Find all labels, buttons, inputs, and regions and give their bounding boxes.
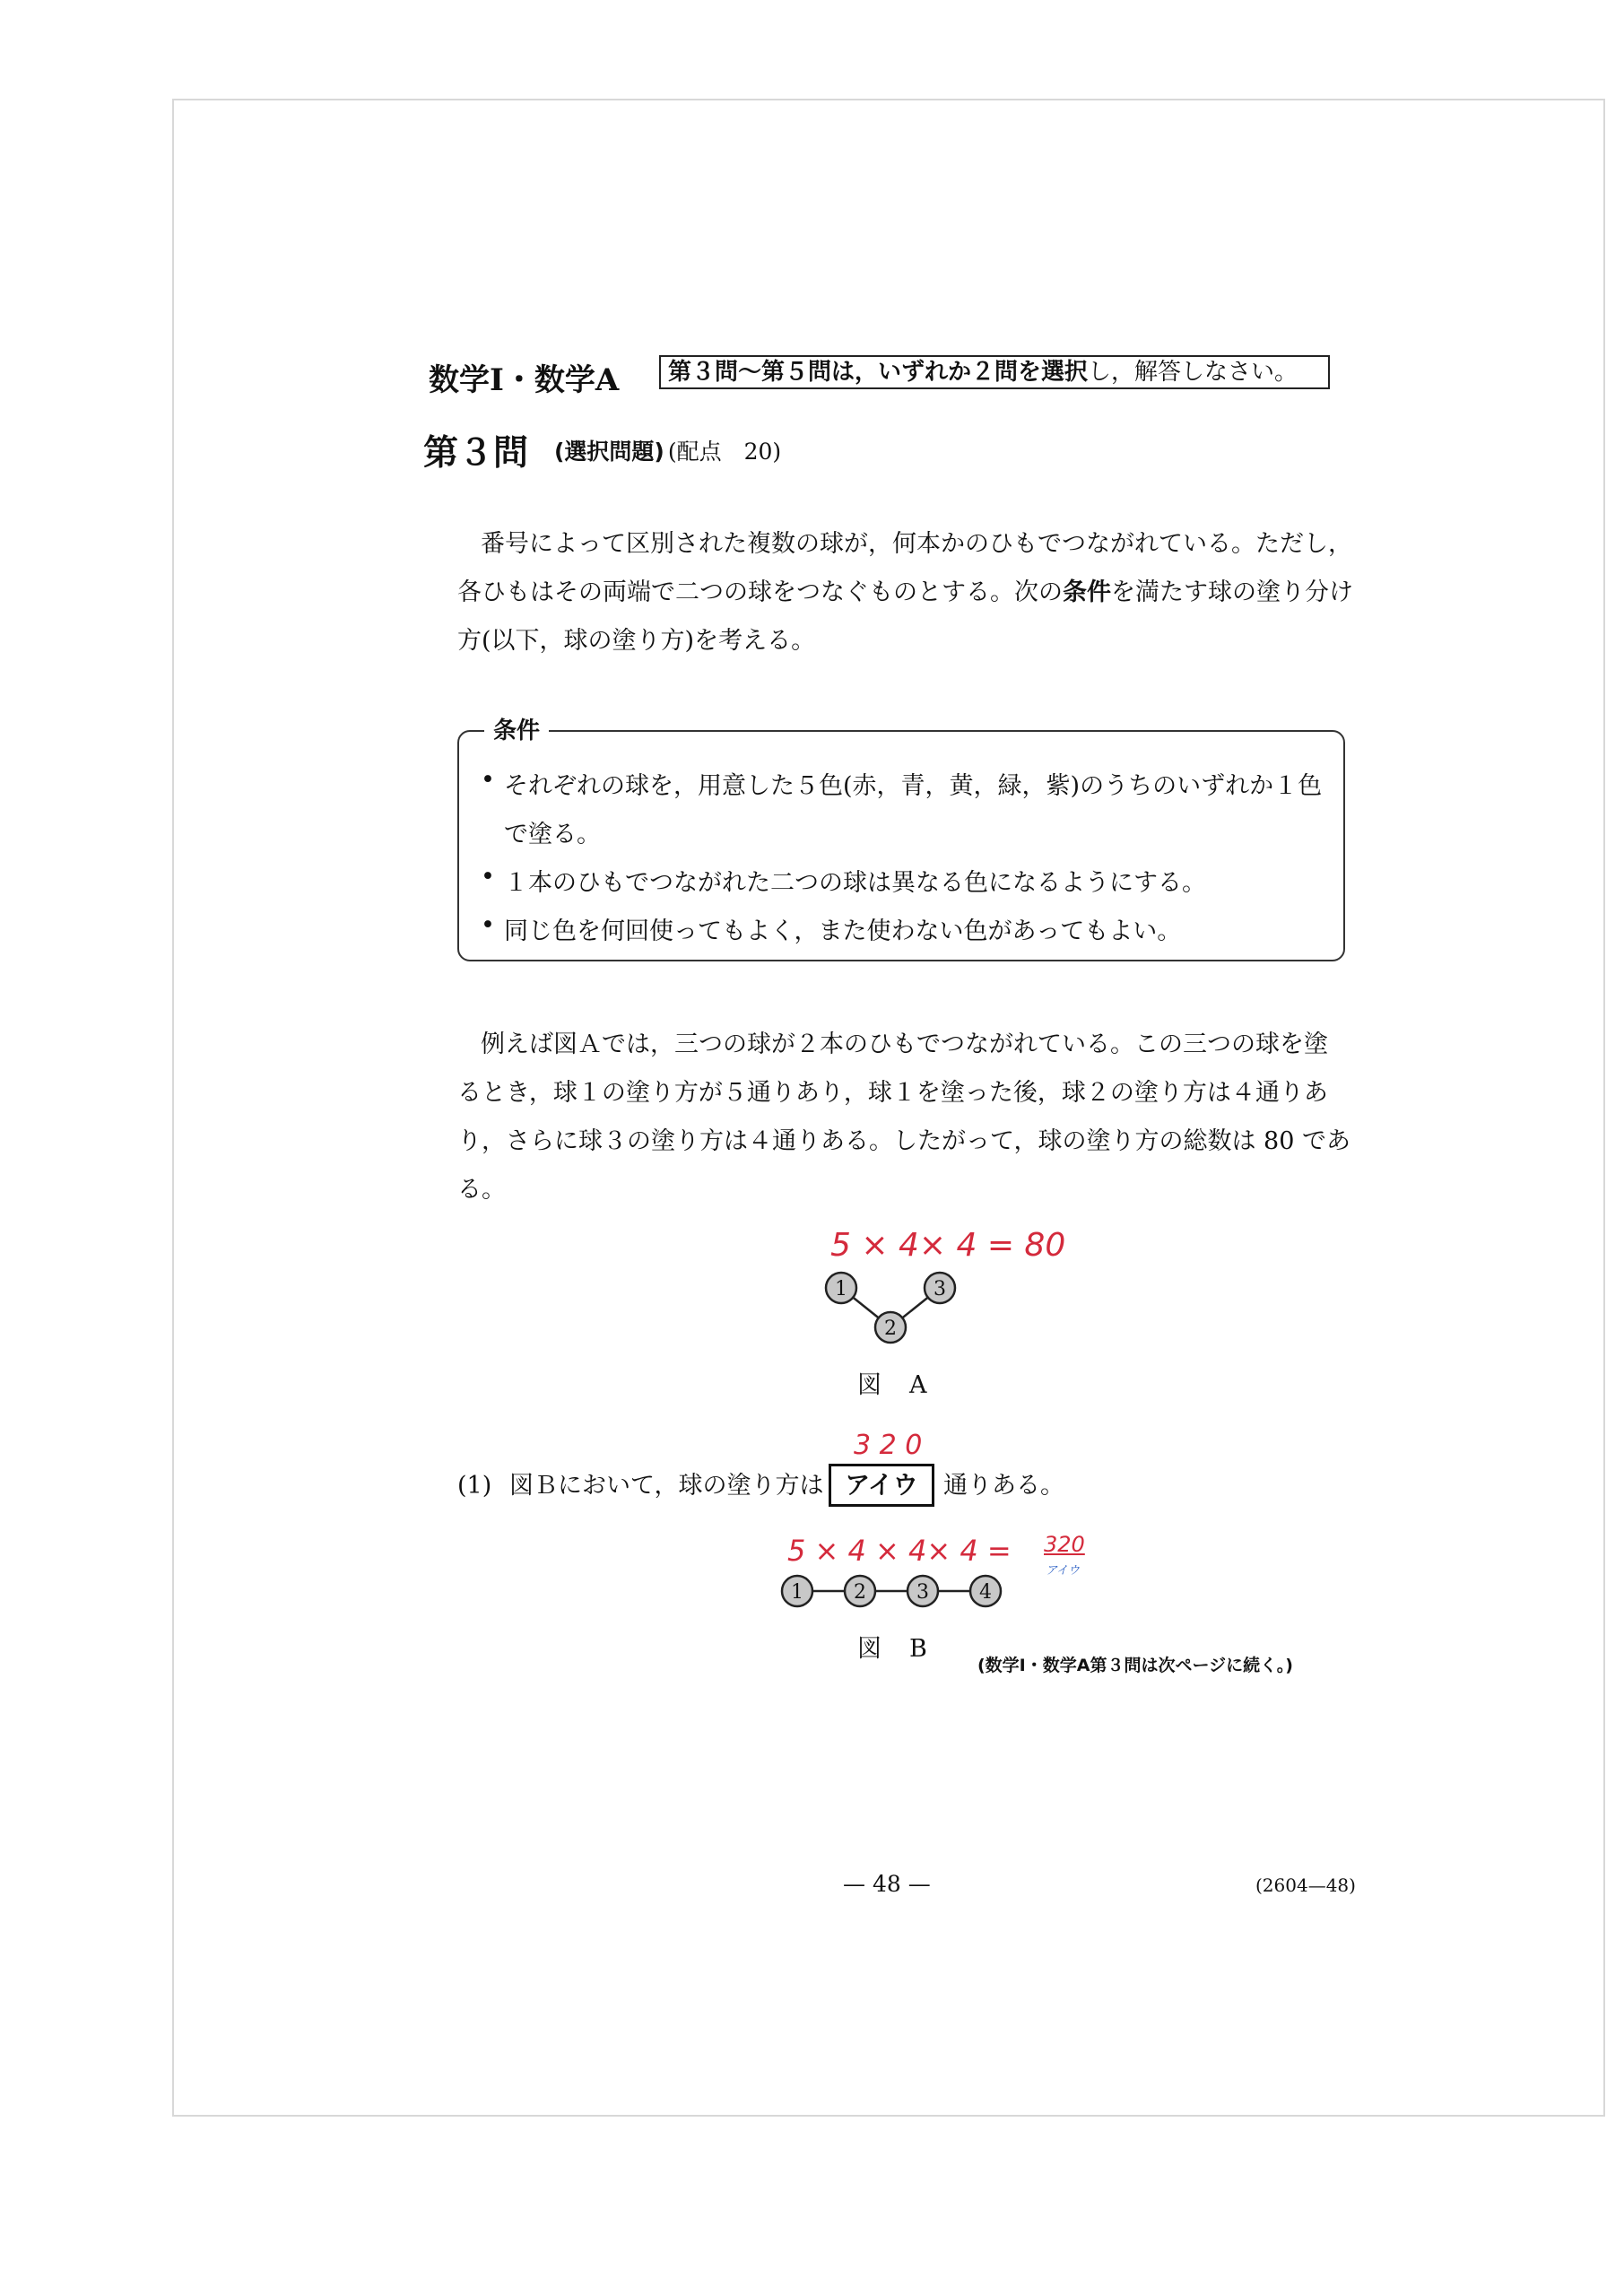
intro-line-2 [457,569,1353,617]
figure-a-caption: 図 A [857,1371,929,1399]
intro-line-2b: を満たす球の塗り分け [1111,578,1353,606]
intro-line-2a: 各ひもはその両端で二つの球をつなぐものとする。次の [457,578,1063,606]
condition-item-3 [481,911,1182,946]
question-title: 第３問 [423,433,529,474]
figure-a-handwriting: 5 × 4× 4 = 80 [830,1227,1066,1264]
svg-text:2: 2 [884,1318,897,1340]
condition-item-1-cont: で塗る。 [504,821,601,848]
figure-b-diagram [773,1571,1015,1611]
condition-text: それぞれの球を，用意した５色(赤，青，黄，緑，紫)のうちのいずれか１色 [504,772,1323,800]
svg-text:2: 2 [854,1581,866,1604]
ball-3 [908,1576,938,1606]
svg-text:1: 1 [835,1278,847,1300]
condition-text: 同じ色を何回使ってもよく，また使わない色があってもよい。 [504,918,1182,945]
figure-a-diagram [812,1263,982,1352]
question-type: (選択問題) [554,439,664,465]
question-subtitle [554,434,781,466]
ball-1 [782,1576,812,1606]
figure-b-handwritten-result: 320 [1044,1532,1085,1557]
conditions-label: 条件 [484,718,549,744]
page-number: — 48 — [843,1871,931,1897]
intro-line-1: 番号によって区別された複数の球が，何本かのひもでつながれている。ただし， [481,530,1352,558]
part1-number: (1) [457,1472,492,1500]
answer-box-aiu: アイウ [829,1464,934,1507]
page-code: (2604—48) [1255,1874,1356,1896]
part1-text-before: 図Ｂにおいて，球の塗り方は [509,1472,824,1500]
condition-text: １本のひもでつながれた二つの球は異なる色になるようにする。 [504,869,1206,897]
ball-2 [875,1312,906,1343]
instruction-bold: 第３問～第５問は，いずれか２問を選択 [668,359,1089,386]
svg-text:1: 1 [791,1581,803,1604]
part1-text-after: 通りある。 [943,1472,1064,1500]
condition-item-1 [481,766,1323,801]
instruction-box [659,355,1330,389]
example-line-1: 例えば図Ａでは，三つの球が２本のひもでつながれている。この三つの球を塗 [481,1031,1328,1058]
example-line-3: り，さらに球３の塗り方は４通りある。したがって，球の塗り方の総数は 80 であ [457,1127,1350,1155]
subject-title: 数学Ⅰ・数学A [429,362,620,398]
bullet-icon: • [481,766,495,794]
part1-handwritten-answer: 3 2 0 [854,1430,923,1461]
intro-keyword: 条件 [1063,578,1111,606]
figure-b-caption: 図 B [857,1635,929,1663]
svg-text:4: 4 [979,1581,992,1604]
svg-text:3: 3 [916,1581,929,1604]
figure-b-handwritten-label: アイウ [1046,1564,1080,1578]
continued-note: (数学Ⅰ・数学A第３問は次ページに続く。) [977,1656,1293,1675]
ball-4 [970,1576,1001,1606]
intro-line-3: 方(以下，球の塗り方)を考える。 [457,627,816,655]
example-line-4: る。 [457,1176,506,1204]
condition-item-2 [481,863,1206,898]
bullet-icon: • [481,863,495,891]
ball-1 [826,1273,856,1303]
ball-3 [925,1273,955,1303]
bullet-icon: • [481,911,495,939]
figure-b-handwriting: 5 × 4 × 4× 4 = [787,1534,1012,1568]
example-line-2: るとき，球１の塗り方が５通りあり，球１を塗った後，球２の塗り方は４通りあ [457,1079,1328,1107]
svg-text:3: 3 [934,1278,946,1300]
question-points: (配点 20) [667,439,782,465]
instruction-rest: し，解答しなさい。 [1088,359,1298,386]
ball-2 [845,1576,875,1606]
